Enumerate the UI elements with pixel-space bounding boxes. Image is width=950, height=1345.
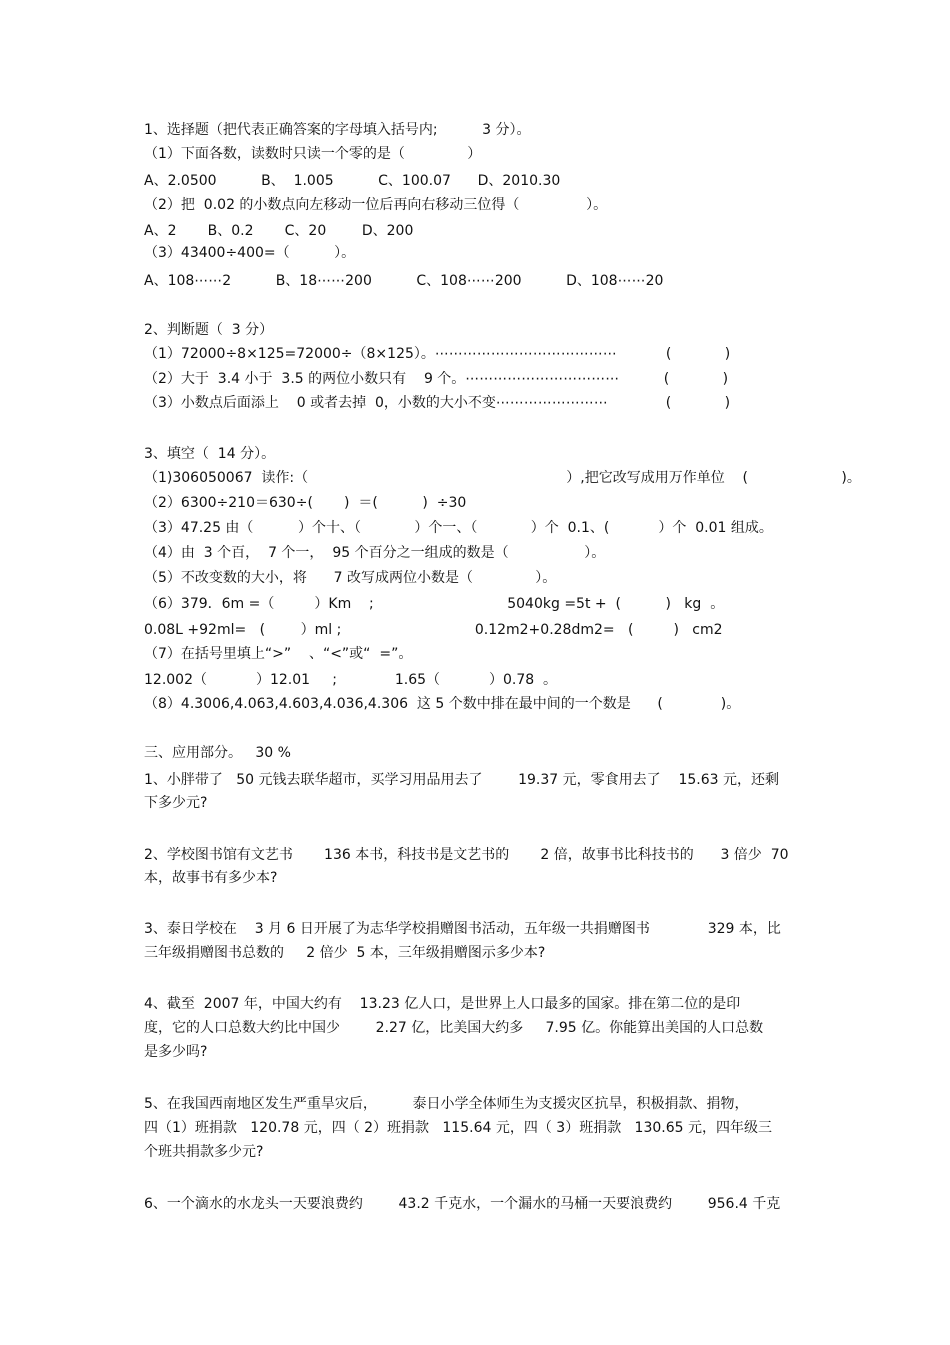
- options-1-2: A、2 B、0.2 C、20 D、200: [144, 223, 414, 239]
- apply-3-line1: 3、泰日学校在 3 月 6 日开展了为志华学校捐赠图书活动，五年级一共捐赠图书 329 本，比: [144, 921, 781, 937]
- fill-1: （1)306050067 读作:（ ）,把它改写成用万作单位 ( )。: [144, 470, 861, 486]
- fill-4: （4）由 3 个百， 7 个一， 95 个百分之一组成的数是（ ）。: [144, 545, 606, 561]
- apply-4-line2: 度，它的人口总数大约比中国少 2.27 亿，比美国大约多 7.95 亿。你能算出美国的人口总数: [144, 1020, 764, 1036]
- judge-3: （3）小数点后面添上 0 或者去掉 0，小数的大小不变⋯⋯⋯⋯⋯⋯⋯⋯ ( ): [144, 395, 731, 411]
- question-1-2: （2）把 0.02 的小数点向左移动一位后再向右移动三位得（ ）。: [144, 197, 608, 213]
- fill-2: （2）6300÷210＝630÷( ) ＝( ) ÷30: [144, 495, 467, 511]
- fill-8: （8）4.3006,4.063,4.603,4.036,4.306 这 5 个数中排在最中间的一个数是 ( )。: [144, 696, 741, 712]
- apply-3-line2: 三年级捐赠图书总数的 2 倍少 5 本，三年级捐赠图示多少本?: [144, 945, 546, 961]
- judge-2: （2）大于 3.4 小于 3.5 的两位小数只有 9 个。⋯⋯⋯⋯⋯⋯⋯⋯⋯⋯⋯ ( ): [144, 371, 729, 387]
- apply-6-line1: 6、一个滴水的水龙头一天要浪费约 43.2 千克水，一个漏水的马桶一天要浪费约 956.4 千克: [144, 1196, 781, 1212]
- section1-title: 1、选择题（把代表正确答案的字母填入括号内; 3 分）。: [144, 122, 531, 138]
- fill-7: （7）在括号里填上“>” 、“<”或“ =”。: [144, 646, 413, 662]
- section-apply-title: 三、应用部分。 30 %: [144, 745, 291, 761]
- fill-3: （3）47.25 由（ ）个十、（ ）个一、（ ）个 0.1、( ）个 0.01 组成。: [144, 520, 773, 536]
- apply-4-line1: 4、截至 2007 年，中国大约有 13.23 亿人口，是世界上人口最多的国家。排在第二位的是印: [144, 996, 741, 1012]
- fill-7-items: 12.002（ ）12.01 ; 1.65（ ）0.78 。: [144, 672, 558, 688]
- apply-1-line2: 下多少元?: [144, 795, 208, 811]
- options-1-3: A、108⋯⋯2 B、18⋯⋯200 C、108⋯⋯200 D、108⋯⋯20: [144, 273, 664, 289]
- fill-6a: （6）379．6m =（ ）Km ; 5040kg =5t + ( ) kg 。: [144, 596, 725, 612]
- section3-title: 3、填空（ 14 分）。: [144, 446, 276, 462]
- apply-4-line3: 是多少吗?: [144, 1044, 208, 1060]
- fill-6b: 0.08L +92ml= ( ）ml ; 0.12m2+0.28dm2= ( ) cm2: [144, 622, 723, 638]
- question-1-1: （1）下面各数，读数时只读一个零的是（ ）: [144, 146, 482, 162]
- apply-2-line2: 本，故事书有多少本?: [144, 870, 278, 886]
- fill-5: （5）不改变数的大小，将 7 改写成两位小数是（ ）。: [144, 570, 557, 586]
- apply-5-line1: 5、在我国西南地区发生严重旱灾后， 泰日小学全体师生为支援灾区抗旱，积极捐款、捐物，: [144, 1096, 749, 1112]
- apply-1-line1: 1、小胖带了 50 元钱去联华超市，买学习用品用去了 19.37 元，零食用去了 15.63 元，还剩: [144, 772, 779, 788]
- judge-1: （1）72000÷8×125=72000÷（8×125）。⋯⋯⋯⋯⋯⋯⋯⋯⋯⋯⋯⋯⋯ ( ): [144, 346, 731, 362]
- apply-5-line2: 四（1）班捐款 120.78 元，四（ 2）班捐款 115.64 元，四（ 3）班捐款 130.65 元，四年级三: [144, 1120, 772, 1136]
- apply-2-line1: 2、学校图书馆有文艺书 136 本书，科技书是文艺书的 2 倍，故事书比科技书的 3 倍少 70: [144, 847, 789, 863]
- question-1-3: （3）43400÷400=（ ）。: [144, 245, 356, 261]
- section2-title: 2、判断题（ 3 分）: [144, 322, 274, 338]
- apply-5-line3: 个班共捐款多少元?: [144, 1144, 264, 1160]
- options-1-1: A、2.0500 B、 1.005 C、100.07 D、2010.30: [144, 173, 561, 189]
